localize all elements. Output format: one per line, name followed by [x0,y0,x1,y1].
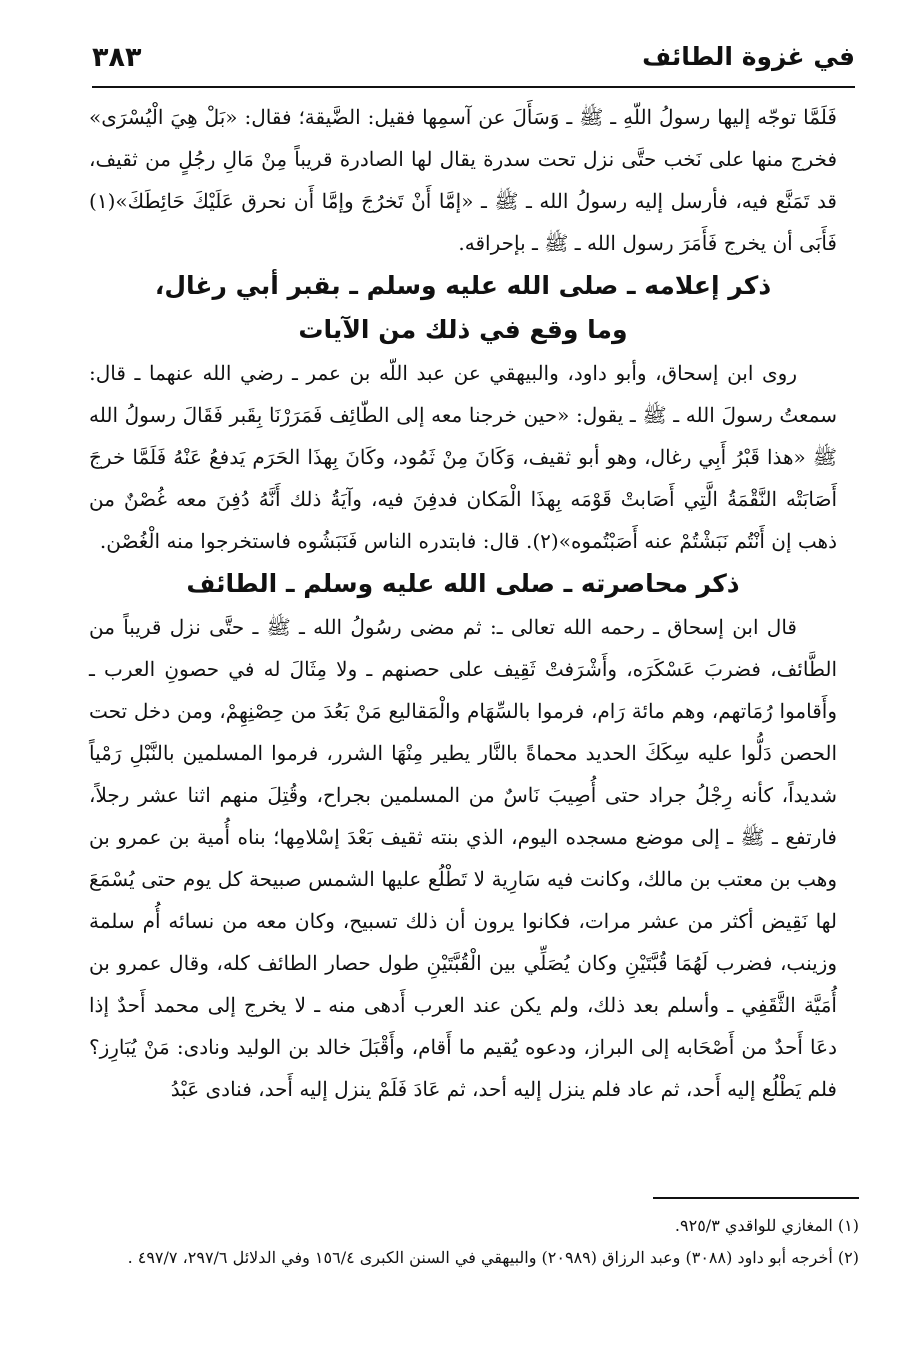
page-number: ٣٨٣ [92,42,142,73]
footnote-1: (١) المغازي للواقدي ٩٢٥/٣. [674,1216,859,1235]
footnotes [69,1210,859,1274]
footnote-2: (٢) أخرجه أبو داود (٣٠٨٨) وعبد الرزاق (٢٠٩٨٩) والبيهقي في السنن الكبرى ١٥٦/٤ وفي الدلائل ٢٩٧/٦، ٤٩٧/٧ . [127,1248,859,1267]
paragraph-3: قال ابن إسحاق ـ رحمه الله تعالى ـ: ثم مضى رسُولُ الله ـ ﷺ ـ حتَّى نزل قريباً من الطَّائف، فضربَ عَسْكَرَه، وأَشْرَفتْ ثَقِيف على حصنهم ـ ولا مِثَالَ له في حصونِ العرب ـ وأَقاموا رُمَاتهم، وهم مائة رَام، فرموا بالسِّهَام والْمَقاليع مَنْ بَعُدَ من حِصْنِهِمْ، ومن دخل تحت الحصن دَلُّوا عليه سِكَكَ الحديد محماةً بالنَّار يطير مِنْهَا الشرر، فرموا المسلمين بالنَّبْلِ رَمْياً شديداً، كأنه رِجْلُ جراد حتى أُصِيبَ نَاسٌ من المسلمين بجراح، وقُتِلَ منهم اثنا عشر رجلاً، فارتفع ـ ﷺ ـ إلى موضع مسجده اليوم، الذي بنته ثقيف بَعْدَ إسْلامِها؛ بناه أُمية بن عمرو بن وهب بن معتب بن مالك، وكانت فيه سَارِية لا تَطْلُع عليها الشمس صبيحة كل يوم حتى يُسْمَعَ لها نَقِيض أكثر من عشر مرات، فكانوا يرون أن ذلك تسبيح، وكان معه من نسائه أُم سلمة وزينب، فضرب لَهُمَا قُبَّتَيْنِ وكان يُصَلِّي بين الْقُبَّتَيْنِ طول حصار الطائف كله، وقال عمرو بن أُمَيَّة الثَّقَفِي ـ وأسلم بعد ذلك، ولم يكن عند العرب أَدهى منه ـ لا يخرج إلى محمد أَحدٌ إذا دعَا أَحدٌ من أَصْحَابه إلى البراز، ودعوه يُقيم ما أَقام، وأَقْبَلَ خالد بن الوليد ونادى: مَنْ يُبَارِز؟ فلم يَطْلُع إليه أَحد، ثم عاد فلم ينزل إليه أحد، ثم عَادَ فَلَمْ ينزل إليه أَحد، فنادى عَبْدُ [89,615,837,1101]
paragraph-2: روى ابن إسحاق، وأبو داود، والبيهقي عن عبد اللّه بن عمر ـ رضي الله عنهما ـ قال: سمعتُ رسولَ الله ـ ﷺ ـ يقول: «حين خرجنا معه إلى الطّائِف فَمَرَرْنَا بِقَبر فَقَالَ رسولُ الله ﷺ «هذا قَبْرُ أَبِي رغال، وهو أبو ثقيف، وَكَانَ مِنْ ثَمُود، وكَانَ بِهذَا الحَرَم يَدفعُ عَنْهُ فَلَمَّا خرجَ أَصَابَتْه النَّقْمَةُ الَّتِي أَصَابتْ قَوْمَه بِهذَا الْمَكان فدفِنَ فيه، وآيَةُ ذلك أَنَّهُ دُفِنَ معه غُصْنٌ من ذهب إن أَنْتُم نَبَشْتُمْ عنه أَصَبْتُموه»(٢). قال: فابتدره الناس فَنَبَشُوه فاستخرجوا منه الْغُصْن. [89,361,838,553]
header-rule [92,86,855,88]
running-title: في غزوة الطائف [642,42,855,71]
paragraph-1: فَلَمَّا توجّه إليها رسولُ اللّهِ ـ ﷺ ـ وَسَأَلَ عن آسمِها فقيل: الضَّيقة؛ فقال: «بَلْ هِيَ الْيُسْرَى» فخرج منها على نَخب حتَّى نزل تحت سدرة يقال لها الصادرة قريباً مِنْ مَالِ رجُلٍ من ثقيف، قد تَمَنَّع فيه، فأرسل إليه رسولُ الله ـ ﷺ ـ «إمَّا أَنْ تَخرُجَ وإمَّا أَن نحرق عَلَيْكَ حَائِطَكَ»(١) فَأَبَى أن يخرج فَأَمَرَ رسول الله ـ ﷺ ـ بإحراقه. [89,105,837,255]
section-heading-abu-righal-line-1: ذكر إعلامه ـ صلى الله عليه وسلم ـ بقبر أبي رغال، [154,271,772,300]
footnote-separator [653,1197,859,1199]
section-heading-abu-righal-line-2: وما وقع في ذلك من الآيات [298,315,628,344]
page-header [92,34,855,88]
main-text [89,96,837,1110]
section-heading-siege: ذكر محاصرته ـ صلى الله عليه وسلم ـ الطائف [186,569,740,598]
